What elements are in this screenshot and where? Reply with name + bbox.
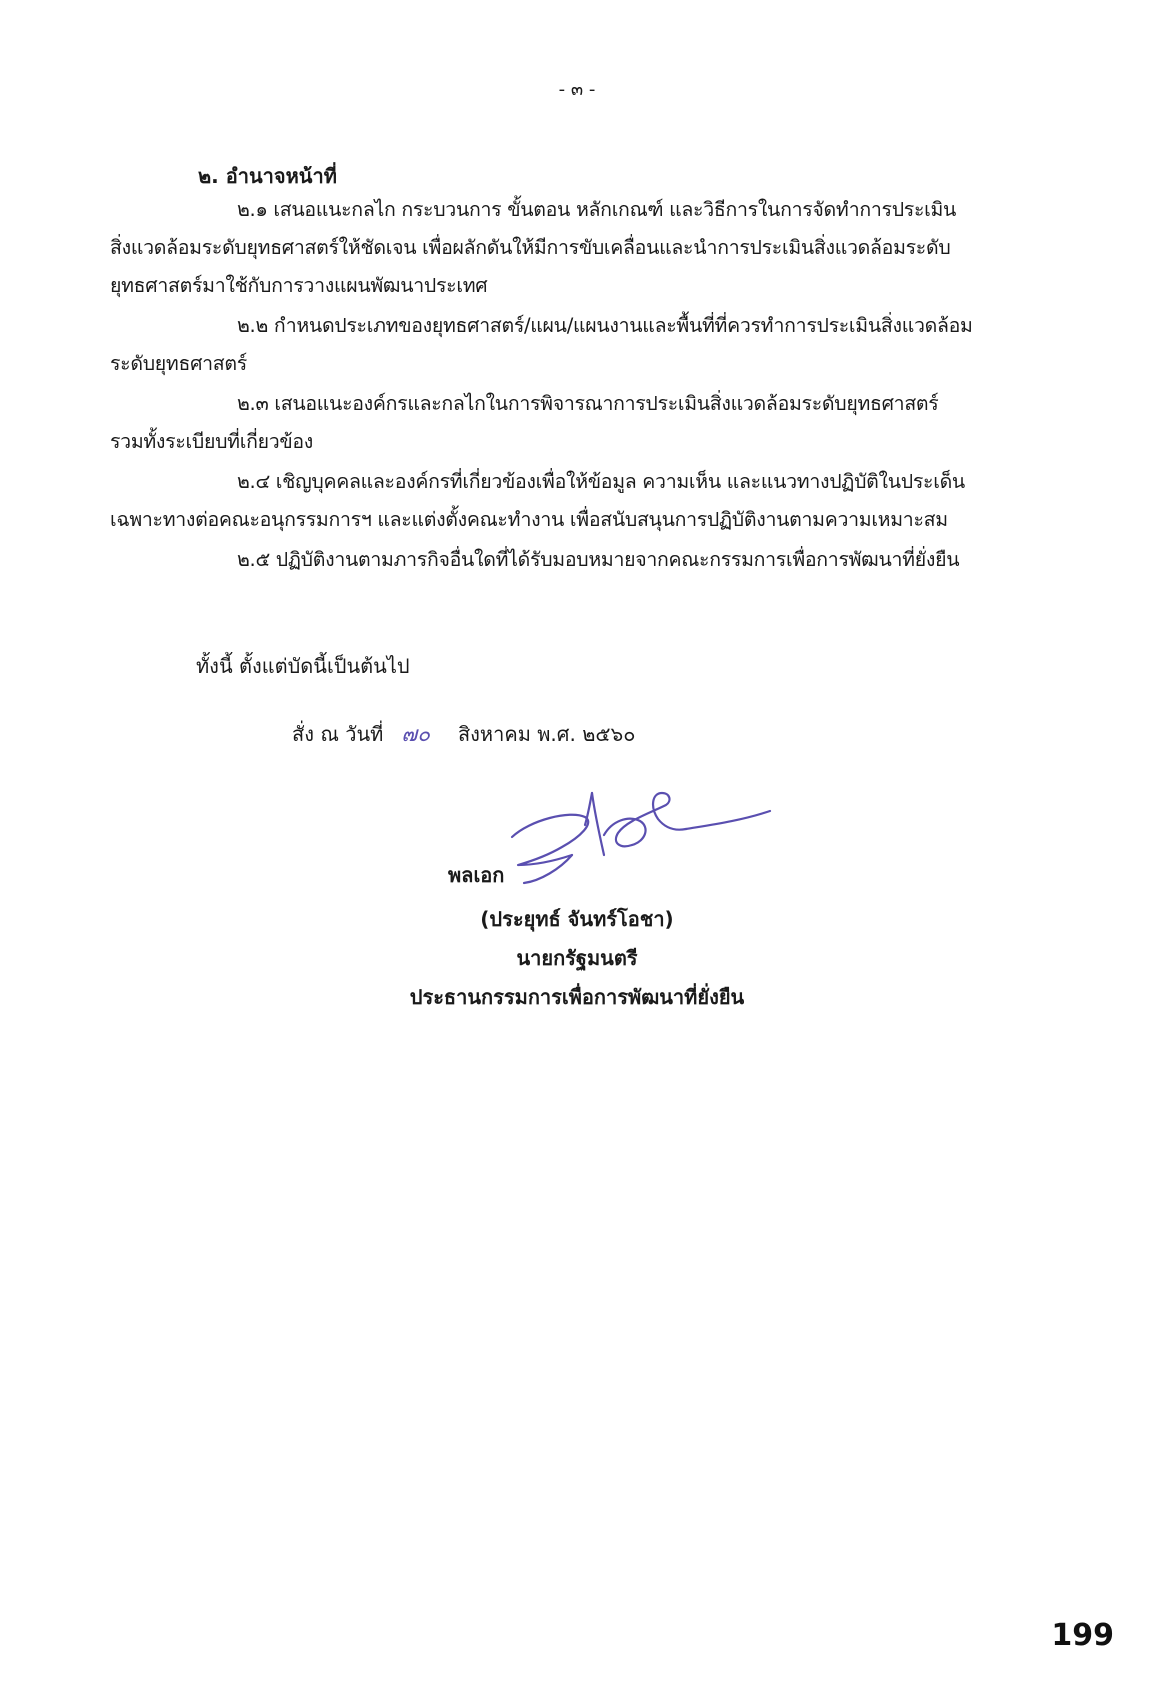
date-month-year: สิงหาคม พ.ศ. ๒๕๖๐	[457, 722, 636, 746]
paragraph-line: ๒.๑ เสนอแนะกลไก กระบวนการ ขั้นตอน หลักเกณฑ์ และวิธีการในการจัดทำการประเมิน	[237, 198, 957, 221]
signatory-title-primary: นายกรัฐมนตรี	[516, 946, 638, 970]
paragraph-line: เฉพาะทางต่อคณะอนุกรรมการฯ และแต่งตั้งคณะทำงาน เพื่อสนับสนุนการปฏิบัติงานตามความเหมาะสม	[110, 508, 948, 531]
handwritten-signature	[500, 785, 830, 895]
date-day-handwritten: ๗๐	[401, 722, 430, 746]
paragraph-line: ระดับยุทธศาสตร์	[110, 352, 247, 375]
paragraph-line: ๒.๔ เชิญบุคคลและองค์กรที่เกี่ยวข้องเพื่อให้ข้อมูล ความเห็น และแนวทางปฏิบัติในประเด็น	[237, 470, 965, 493]
paragraph-line: รวมทั้งระเบียบที่เกี่ยวข้อง	[110, 430, 314, 453]
paragraph-line: ๒.๓ เสนอแนะองค์กรและกลไกในการพิจารณาการประเมินสิ่งแวดล้อมระดับยุทธศาสตร์	[237, 392, 939, 415]
date-prefix: สั่ง ณ วันที่	[292, 722, 384, 746]
date-line	[292, 720, 635, 748]
section-heading: ๒. อำนาจหน้าที่	[198, 164, 337, 188]
paragraph-line: ยุทธศาสตร์มาใช้กับการวางแผนพัฒนาประเทศ	[110, 274, 488, 297]
paragraph-line: ๒.๕ ปฏิบัติงานตามภารกิจอื่นใดที่ได้รับมอบหมายจากคณะกรรมการเพื่อการพัฒนาที่ยั่งยืน	[237, 548, 960, 571]
closing-statement: ทั้งนี้ ตั้งแต่บัดนี้เป็นต้นไป	[196, 654, 410, 678]
paragraph-line: ๒.๒ กำหนดประเภทของยุทธศาสตร์/แผน/แผนงานและพื้นที่ที่ควรทำการประเมินสิ่งแวดล้อม	[237, 314, 973, 337]
signatory-rank: พลเอก	[448, 863, 505, 887]
book-page-number: 199	[1051, 1618, 1114, 1653]
paragraph-line: สิ่งแวดล้อมระดับยุทธศาสตร์ให้ชัดเจน เพื่อผลักดันให้มีการขับเคลื่อนและนำการประเมินสิ่งแวดล้อมระดับ	[110, 236, 951, 259]
signatory-title-secondary: ประธานกรรมการเพื่อการพัฒนาที่ยั่งยืน	[409, 985, 745, 1009]
signatory-name: (ประยุทธ์ จันทร์โอชา)	[480, 907, 674, 931]
page-number-top: - ๓ -	[558, 79, 596, 100]
